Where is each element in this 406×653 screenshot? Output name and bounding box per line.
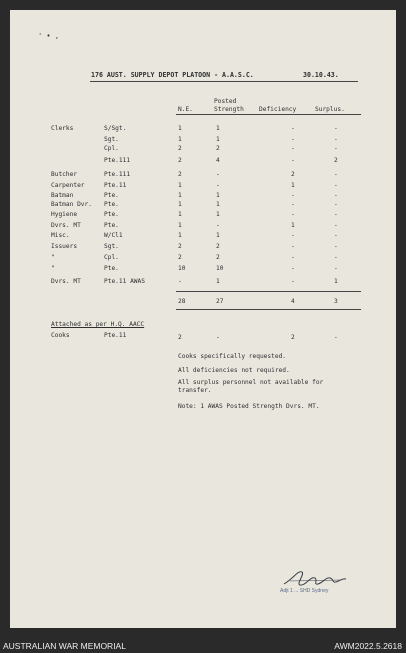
row-4-ne: 2 (178, 171, 182, 178)
row-3-posted: 4 (216, 157, 220, 164)
signature (280, 566, 350, 590)
row-9-sur: - (334, 222, 338, 229)
total-ne: 28 (178, 298, 186, 305)
totals-line-top (176, 291, 361, 292)
row-4-posted: - (216, 171, 220, 178)
row-4-def: 2 (291, 171, 295, 178)
row-7-sur: - (334, 201, 338, 208)
document-title: 176 AUST. SUPPLY DEPOT PLATOON - A.A.S.C. (91, 71, 254, 79)
row-1-def: - (291, 136, 295, 143)
row-0-posted: 1 (216, 125, 220, 132)
row-10-rank: W/Cl1 (104, 232, 123, 239)
note-5: Note: 1 AWAS Posted Strength Dvrs. MT. (178, 403, 320, 410)
row-11-role: Issuers (51, 243, 78, 250)
row-14-role: Dvrs. MT (51, 278, 81, 285)
row-0-role: Clerks (51, 125, 74, 132)
row-7-rank: Pte. (104, 201, 119, 208)
row-2-posted: 2 (216, 145, 220, 152)
row-5-role: Carpenter (51, 182, 85, 189)
row-9-def: 1 (291, 222, 295, 229)
row-0-def: - (291, 125, 295, 132)
row-12-role: " (51, 254, 55, 261)
row-2-ne: 2 (178, 145, 182, 152)
row-3-sur: 2 (334, 157, 338, 164)
attached-posted: - (216, 334, 220, 341)
row-13-def: - (291, 265, 295, 272)
row-1-rank: Sgt. (104, 136, 119, 143)
totals-line-bottom (176, 309, 361, 310)
row-6-def: - (291, 192, 295, 199)
row-10-posted: 1 (216, 232, 220, 239)
row-7-role: Batman Dvr. (51, 201, 92, 208)
total-deficiency: 4 (291, 298, 295, 305)
row-5-posted: - (216, 182, 220, 189)
row-9-role: Dvrs. MT (51, 222, 81, 229)
row-14-def: - (291, 278, 295, 285)
row-0-ne: 1 (178, 125, 182, 132)
row-3-def: - (291, 157, 295, 164)
row-10-sur: - (334, 232, 338, 239)
row-11-ne: 2 (178, 243, 182, 250)
row-8-posted: 1 (216, 211, 220, 218)
row-5-rank: Pte.11 (104, 182, 127, 189)
row-0-sur: - (334, 125, 338, 132)
attached-ne: 2 (178, 334, 182, 341)
row-0-rank: S/Sgt. (104, 125, 127, 132)
row-5-sur: - (334, 182, 338, 189)
row-2-rank: Cpl. (104, 145, 119, 152)
row-13-posted: 10 (216, 265, 224, 272)
row-8-ne: 1 (178, 211, 182, 218)
row-13-role: " (51, 265, 55, 272)
row-8-sur: - (334, 211, 338, 218)
row-1-sur: - (334, 136, 338, 143)
row-8-def: - (291, 211, 295, 218)
row-7-posted: 1 (216, 201, 220, 208)
row-2-def: - (291, 145, 295, 152)
row-3-ne: 2 (178, 157, 182, 164)
row-3-rank: Pte.111 (104, 157, 131, 164)
attached-deficiency: 2 (291, 334, 295, 341)
row-6-ne: 1 (178, 192, 182, 199)
row-4-rank: Pte.111 (104, 171, 131, 178)
row-13-rank: Pte. (104, 265, 119, 272)
header-surplus: Surplus. (315, 106, 345, 113)
document-page (10, 10, 396, 628)
row-8-role: Hygiene (51, 211, 78, 218)
row-9-posted: - (216, 222, 220, 229)
note-4: transfer. (178, 387, 212, 394)
row-10-def: - (291, 232, 295, 239)
row-13-sur: - (334, 265, 338, 272)
footer-bar (0, 628, 406, 653)
row-14-sur: 1 (334, 278, 338, 285)
row-6-posted: 1 (216, 192, 220, 199)
row-11-posted: 2 (216, 243, 220, 250)
row-4-sur: - (334, 171, 338, 178)
row-9-ne: 1 (178, 222, 182, 229)
attached-surplus: - (334, 334, 338, 341)
row-12-rank: Cpl. (104, 254, 119, 261)
row-6-role: Batman (51, 192, 74, 199)
total-posted: 27 (216, 298, 224, 305)
document-date: 30.10.43. (303, 71, 339, 79)
row-8-rank: Pte. (104, 211, 119, 218)
row-14-posted: 1 (216, 278, 220, 285)
total-surplus: 3 (334, 298, 338, 305)
header-deficiency: Deficiency (259, 106, 297, 113)
row-10-ne: 1 (178, 232, 182, 239)
row-1-posted: 1 (216, 136, 220, 143)
row-14-ne: - (178, 278, 182, 285)
row-4-role: Butcher (51, 171, 78, 178)
row-12-sur: - (334, 254, 338, 261)
row-9-rank: Pte. (104, 222, 119, 229)
row-7-ne: 1 (178, 201, 182, 208)
row-11-rank: Sgt. (104, 243, 119, 250)
footer-left: AUSTRALIAN WAR MEMORIAL (3, 641, 126, 651)
row-5-def: 1 (291, 182, 295, 189)
note-1: Cooks specifically requested. (178, 353, 287, 360)
row-6-rank: Pte. (104, 192, 119, 199)
row-11-sur: - (334, 243, 338, 250)
row-6-sur: - (334, 192, 338, 199)
row-7-def: - (291, 201, 295, 208)
row-11-def: - (291, 243, 295, 250)
row-10-role: Misc. (51, 232, 70, 239)
row-12-def: - (291, 254, 295, 261)
header-posted-2: Strength (214, 106, 244, 113)
header-ne: N.E. (178, 106, 193, 113)
attached-rank: Pte.11 (104, 332, 127, 339)
note-3: All surplus personnel not available for (178, 379, 324, 386)
title-underline (90, 81, 358, 82)
unit-stamp: Adjt 1 ... SHD Sydney (280, 588, 329, 594)
row-12-posted: 2 (216, 254, 220, 261)
attached-role: Cooks (51, 332, 70, 339)
row-13-ne: 10 (178, 265, 186, 272)
header-underline (176, 114, 361, 115)
attached-heading: Attached as per H.Q. AACC (51, 321, 145, 328)
footer-right: AWM2022.5.2618 (334, 641, 402, 651)
row-14-rank: Pte.11 AWAS (104, 278, 145, 285)
row-5-ne: 1 (178, 182, 182, 189)
row-1-ne: 1 (178, 136, 182, 143)
row-12-ne: 2 (178, 254, 182, 261)
header-posted-1: Posted (214, 98, 237, 105)
corner-marks: ' • , (38, 32, 60, 40)
row-2-sur: - (334, 145, 338, 152)
note-2: All deficiencies not required. (178, 367, 290, 374)
